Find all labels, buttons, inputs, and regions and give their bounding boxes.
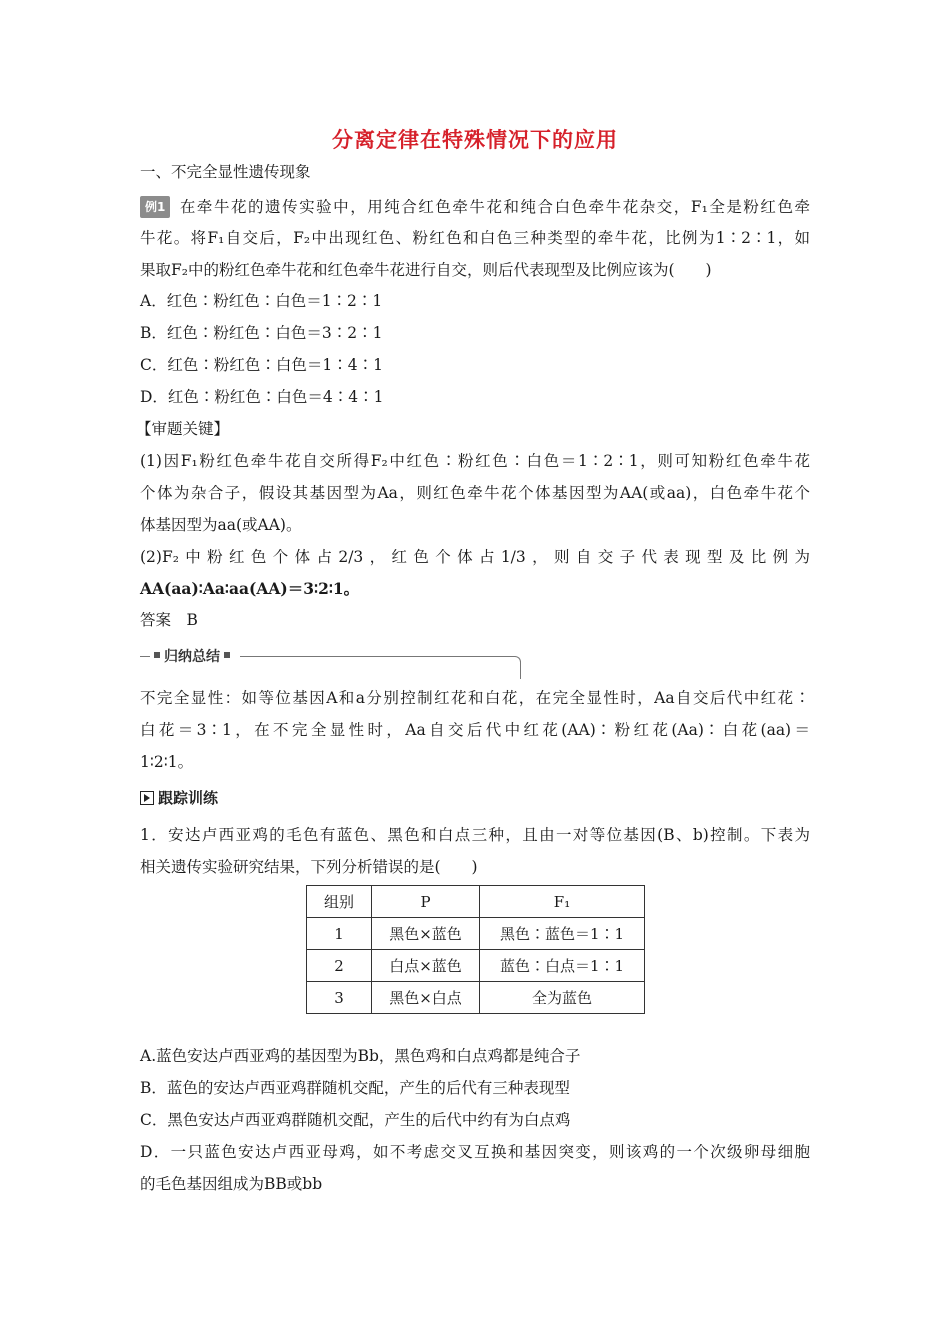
example-line-3: 果取F₂中的粉红色牵牛花和红色牵牛花进行自交，则后代表现型及比例应该为( )	[140, 261, 712, 279]
summary-heading-text: 归纳总结	[164, 649, 220, 665]
key-p1-line-1: (1)因F₁粉红色牵牛花自交所得F₂中红色∶粉红色∶白色＝1∶2∶1，则可知粉红色牵牛花	[140, 452, 810, 470]
key-p1-line-2: 个体为杂合子，假设其基因型为Aa，则红色牵牛花个体基因型为AA(或aa)，白色牵牛花个	[140, 484, 810, 502]
square-bullet-icon	[224, 652, 230, 658]
option-c[interactable]: C．红色∶粉红色∶白色＝1∶4∶1	[140, 356, 383, 374]
table-row	[307, 982, 645, 1014]
key-p2-line-1: (2)F₂中粉红色个体占2/3，红色个体占1/3，则自交子代表现型及比例为	[140, 548, 810, 566]
key-p2-line-2: AA(aa)∶Aa∶aa(AA)＝3∶2∶1。	[140, 579, 360, 598]
table-cell: 3	[307, 982, 372, 1014]
example-line-2: 牛花。将F₁自交后，F₂中出现红色、粉红色和白色三种类型的牵牛花，比例为1∶2∶1，如	[140, 229, 810, 247]
answer: 答案 B	[140, 611, 198, 629]
key-p1-line-3: 体基因型为aa(或AA)。	[140, 516, 302, 534]
example-tag: 例1	[140, 196, 170, 218]
question-1-option-a[interactable]: A.蓝色安达卢西亚鸡的基因型为Bb，黑色鸡和白点鸡都是纯合子	[140, 1047, 581, 1065]
play-icon	[140, 791, 154, 805]
table-header-row	[307, 886, 645, 918]
table-cell: 黑色×白点	[372, 982, 480, 1014]
question-1-option-b[interactable]: B．蓝色的安达卢西亚鸡群随机交配，产生的后代有三种表现型	[140, 1079, 570, 1097]
dash-icon	[140, 656, 150, 657]
example-text-1: 在牵牛花的遗传实验中，用纯合红色牵牛花和纯合白色牵牛花杂交，F₁全是粉红色牵	[178, 198, 810, 216]
option-b[interactable]: B．红色∶粉红色∶白色＝3∶2∶1	[140, 324, 383, 342]
question-1-line-1: 1．安达卢西亚鸡的毛色有蓝色、黑色和白点三种，且由一对等位基因(B、b)控制。下表为	[140, 826, 810, 844]
table-cell: 黑色∶蓝色＝1∶1	[480, 918, 645, 950]
table-header: 组别	[307, 886, 372, 918]
table-row	[307, 918, 645, 950]
table-header: F₁	[480, 886, 645, 918]
table-cell: 黑色×蓝色	[372, 918, 480, 950]
key-heading: 【审题关键】	[136, 420, 230, 438]
training-heading	[140, 787, 218, 808]
table-header: P	[372, 886, 480, 918]
table-cell: 蓝色∶白点＝1∶1	[480, 950, 645, 982]
table-cell: 全为蓝色	[480, 982, 645, 1014]
table-cell: 1	[307, 918, 372, 950]
table-cell: 白点×蓝色	[372, 950, 480, 982]
option-d[interactable]: D．红色∶粉红色∶白色＝4∶4∶1	[140, 388, 384, 406]
example-line-1	[140, 196, 810, 218]
summary-line-2: 白花＝3∶1，在不完全显性时，Aa自交后代中红花(AA)∶粉红花(Aa)∶白花(aa)＝	[140, 721, 810, 739]
square-bullet-icon	[154, 652, 160, 658]
question-1-option-d-line-2: 的毛色基因组成为BB或bb	[140, 1175, 323, 1193]
training-heading-text: 跟踪训练	[158, 789, 219, 807]
results-table	[306, 885, 645, 1014]
summary-line-3: 1∶2∶1。	[140, 753, 194, 771]
table-cell: 2	[307, 950, 372, 982]
section-heading: 一、不完全显性遗传现象	[140, 163, 311, 181]
page-title: 分离定律在特殊情况下的应用	[332, 127, 618, 152]
question-1-option-c[interactable]: C．黑色安达卢西亚鸡群随机交配，产生的后代中约有为白点鸡	[140, 1111, 571, 1129]
table-row	[307, 950, 645, 982]
summary-line-1: 不完全显性：如等位基因A和a分别控制红花和白花，在完全显性时，Aa自交后代中红花∶	[140, 689, 810, 707]
question-1-option-d-line-1[interactable]: D．一只蓝色安达卢西亚母鸡，如不考虑交叉互换和基因突变，则该鸡的一个次级卵母细胞	[140, 1143, 810, 1161]
question-1-line-2: 相关遗传实验研究结果，下列分析错误的是( )	[140, 858, 478, 876]
option-a[interactable]: A．红色∶粉红色∶白色＝1∶2∶1	[140, 292, 383, 310]
summary-heading	[140, 646, 240, 666]
